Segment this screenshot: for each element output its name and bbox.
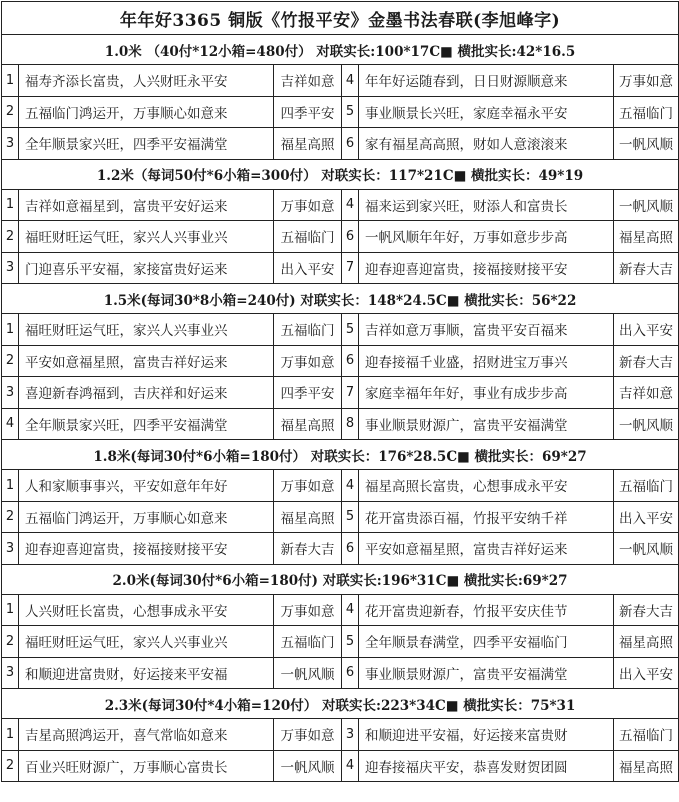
item-number: 2 [2,345,19,377]
couplet-text: 人和家顺事事兴，平安如意年年好 [19,470,274,502]
horizontal-scroll-text: 出入平安 [614,314,679,346]
item-number: 3 [2,657,19,689]
couplet-text: 百业兴旺财源广，万事顺心富贵长 [19,750,274,782]
horizontal-scroll-text: 万事如意 [614,65,679,97]
horizontal-scroll-text: 一帆风顺 [614,128,679,160]
table-row [2,626,679,658]
couplet-text: 福旺财旺运气旺，家兴人兴事业兴 [19,626,274,658]
item-number: 8 [342,408,359,440]
couplet-text: 家有福星高高照，财如人意滚滚来 [359,128,614,160]
item-number: 4 [2,408,19,440]
couplet-text: 事业顺景财源广，富贵平安福满堂 [359,657,614,689]
horizontal-scroll-text: 出入平安 [614,657,679,689]
horizontal-scroll-text: 吉祥如意 [614,377,679,409]
item-number: 4 [342,470,359,502]
couplet-table [1,1,679,782]
item-number: 6 [342,345,359,377]
couplet-text: 福寿齐添长富贵，人兴财旺永平安 [19,65,274,97]
horizontal-scroll-text: 一帆风顺 [614,533,679,565]
item-number: 2 [2,501,19,533]
couplet-text: 门迎喜乐平安福，家接富贵好运来 [19,252,274,284]
couplet-text: 和顺迎进平安福，好运接来富贵财 [359,719,614,751]
horizontal-scroll-text: 一帆风顺 [274,750,342,782]
horizontal-scroll-text: 一帆风顺 [614,408,679,440]
item-number: 1 [2,189,19,221]
horizontal-scroll-text: 出入平安 [274,252,342,284]
item-number: 4 [342,594,359,626]
item-number: 3 [2,252,19,284]
item-number: 5 [342,626,359,658]
horizontal-scroll-text: 五福临门 [614,470,679,502]
table-row [2,501,679,533]
item-number: 6 [342,128,359,160]
item-number: 1 [2,65,19,97]
item-number: 3 [2,128,19,160]
horizontal-scroll-text: 福星高照 [614,221,679,253]
section-header: 1.0米 （40付*12小箱=480付） 对联实长:100*17C■ 横批实长:42*16.5 [2,35,679,65]
couplet-text: 平安如意福星照，富贵吉祥好运来 [19,345,274,377]
section-header: 1.8米(每词30付*6小箱=180付） 对联实长：176*28.5C■ 横批实长：69*27 [2,440,679,470]
item-number: 7 [342,377,359,409]
section-header: 2.0米(每词30付*6小箱=180付) 对联实长:196*31C■ 横批实长:69*27 [2,564,679,594]
table-row [2,96,679,128]
couplet-text: 平安如意福星照，富贵吉祥好运来 [359,533,614,565]
horizontal-scroll-text: 五福临门 [614,96,679,128]
table-row [2,719,679,751]
horizontal-scroll-text: 福星高照 [614,626,679,658]
couplet-text: 事业顺景财源广，富贵平安福满堂 [359,408,614,440]
couplet-text: 迎春迎喜迎富贵，接福接财接平安 [359,252,614,284]
section-header-row [2,440,679,470]
couplet-text: 五福临门鸿运开，万事顺心如意来 [19,501,274,533]
couplet-text: 全年顺景春满堂，四季平安福临门 [359,626,614,658]
table-row [2,750,679,782]
horizontal-scroll-text: 五福临门 [614,719,679,751]
page-title: 年年好3365 铜版《竹报平安》金墨书法春联(李旭峰字) [2,2,679,35]
couplet-text: 吉祥如意福星到，富贵平安好运来 [19,189,274,221]
item-number: 2 [2,221,19,253]
horizontal-scroll-text: 五福临门 [274,626,342,658]
horizontal-scroll-text: 万事如意 [274,719,342,751]
horizontal-scroll-text: 五福临门 [274,221,342,253]
horizontal-scroll-text: 新春大吉 [614,345,679,377]
item-number: 6 [342,221,359,253]
item-number: 2 [2,96,19,128]
couplet-text: 全年顺景家兴旺，四季平安福满堂 [19,128,274,160]
table-row [2,314,679,346]
couplet-text: 喜迎新春鸿福到，吉庆祥和好运来 [19,377,274,409]
horizontal-scroll-text: 新春大吉 [274,533,342,565]
couplet-text: 和顺迎进富贵财，好运接来平安福 [19,657,274,689]
section-header-row [2,159,679,189]
item-number: 6 [342,657,359,689]
horizontal-scroll-text: 福星高照 [614,750,679,782]
section-header-row [2,35,679,65]
item-number: 3 [2,377,19,409]
horizontal-scroll-text: 吉祥如意 [274,65,342,97]
horizontal-scroll-text: 福星高照 [274,128,342,160]
couplet-text: 花开富贵迎新春，竹报平安庆佳节 [359,594,614,626]
title-row [2,2,679,35]
horizontal-scroll-text: 万事如意 [274,189,342,221]
item-number: 4 [342,750,359,782]
item-number: 5 [342,314,359,346]
couplet-price-sheet [1,1,678,800]
item-number: 1 [2,594,19,626]
table-row [2,189,679,221]
item-number: 2 [2,626,19,658]
table-row [2,345,679,377]
item-number: 5 [342,501,359,533]
item-number: 4 [342,65,359,97]
couplet-text: 迎春迎喜迎富贵，接福接财接平安 [19,533,274,565]
table-row [2,221,679,253]
couplet-text: 年年好运随春到，日日财源顺意来 [359,65,614,97]
couplet-text: 福旺财旺运气旺，家兴人兴事业兴 [19,221,274,253]
table-row [2,657,679,689]
couplet-text: 五福临门鸿运开，万事顺心如意来 [19,96,274,128]
horizontal-scroll-text: 新春大吉 [614,594,679,626]
horizontal-scroll-text: 一帆风顺 [614,189,679,221]
table-row [2,377,679,409]
horizontal-scroll-text: 万事如意 [274,470,342,502]
couplet-text: 花开富贵添百福，竹报平安纳千祥 [359,501,614,533]
item-number: 4 [342,189,359,221]
couplet-text: 迎春接福千业盛，招财进宝万事兴 [359,345,614,377]
couplet-text: 事业顺景长兴旺，家庭幸福永平安 [359,96,614,128]
table-row [2,65,679,97]
table-row [2,594,679,626]
couplet-text: 福旺财旺运气旺，家兴人兴事业兴 [19,314,274,346]
item-number: 7 [342,252,359,284]
couplet-text: 一帆风顺年年好，万事如意步步高 [359,221,614,253]
horizontal-scroll-text: 五福临门 [274,314,342,346]
section-header: 2.3米(每词30付*4小箱=120付） 对联实长:223*34C■ 横批实长：75*31 [2,689,679,719]
horizontal-scroll-text: 出入平安 [614,501,679,533]
table-row [2,408,679,440]
item-number: 1 [2,314,19,346]
couplet-text: 人兴财旺长富贵，心想事成永平安 [19,594,274,626]
table-row [2,252,679,284]
horizontal-scroll-text: 四季平安 [274,377,342,409]
table-row [2,470,679,502]
horizontal-scroll-text: 万事如意 [274,594,342,626]
horizontal-scroll-text: 新春大吉 [614,252,679,284]
horizontal-scroll-text: 一帆风顺 [274,657,342,689]
item-number: 5 [342,96,359,128]
item-number: 6 [342,533,359,565]
couplet-text: 迎春接福庆平安，恭喜发财贺团圆 [359,750,614,782]
horizontal-scroll-text: 福星高照 [274,408,342,440]
section-header-row [2,689,679,719]
section-header-row [2,284,679,314]
section-header-row [2,564,679,594]
couplet-text: 家庭幸福年年好，事业有成步步高 [359,377,614,409]
horizontal-scroll-text: 万事如意 [274,345,342,377]
table-row [2,533,679,565]
item-number: 3 [342,719,359,751]
table-row [2,128,679,160]
section-header: 1.2米（每词50付*6小箱=300付） 对联实长：117*21C■ 横批实长：49*19 [2,159,679,189]
couplet-text: 吉祥如意万事顺，富贵平安百福来 [359,314,614,346]
couplet-text: 福来运到家兴旺，财添人和富贵长 [359,189,614,221]
couplet-text: 吉星高照鸿运开，喜气常临如意来 [19,719,274,751]
item-number: 2 [2,750,19,782]
horizontal-scroll-text: 福星高照 [274,501,342,533]
item-number: 1 [2,470,19,502]
couplet-text: 全年顺景家兴旺，四季平安福满堂 [19,408,274,440]
horizontal-scroll-text: 四季平安 [274,96,342,128]
section-header: 1.5米(每词30*8小箱=240付) 对联实长：148*24.5C■ 横批实长：56*22 [2,284,679,314]
item-number: 3 [2,533,19,565]
couplet-text: 福星高照长富贵，心想事成永平安 [359,470,614,502]
item-number: 1 [2,719,19,751]
